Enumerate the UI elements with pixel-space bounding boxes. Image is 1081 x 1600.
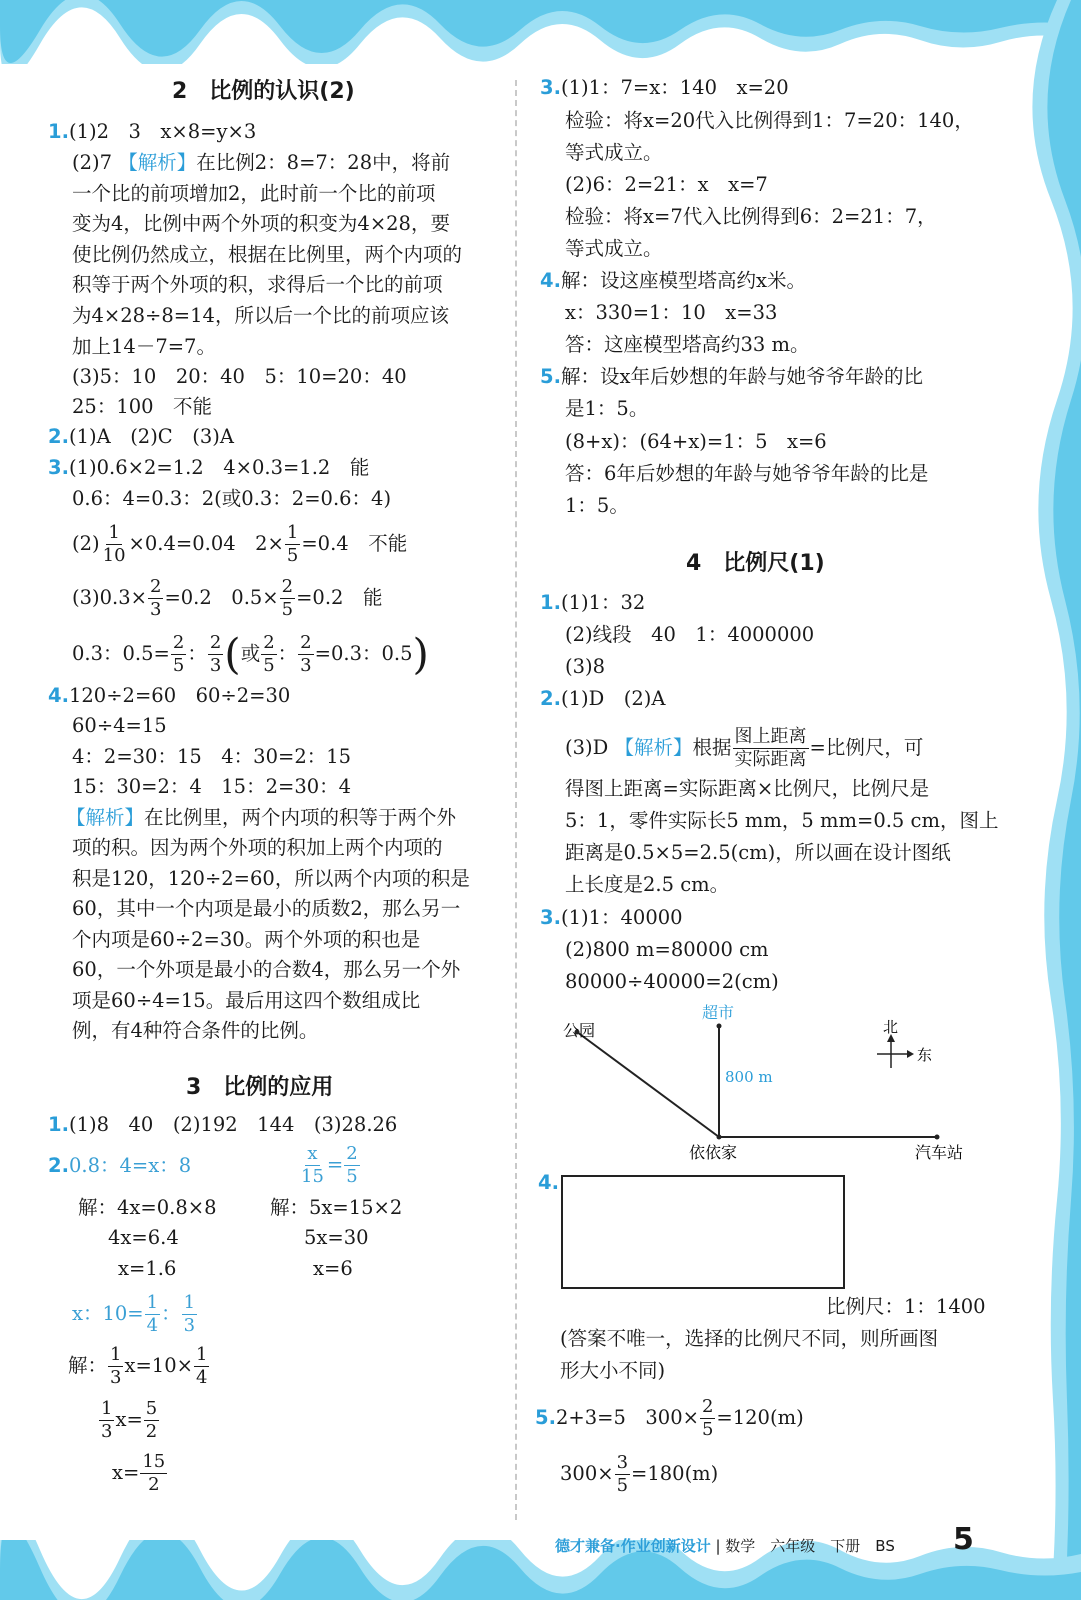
s2-q1-line-c: 一个比的前项增加2，此时前一个比的前项 — [72, 182, 436, 205]
section-3-title: 3 比例的应用 — [186, 1075, 334, 1100]
s3-q1: 1.(1)8 40 (2)192 144 (3)28.26 — [48, 1113, 398, 1136]
s4-q2-line-f: 上长度是2.5 cm。 — [565, 873, 730, 896]
s3-q5-line-c: (8+x)：(64+x)=1：5 x=6 — [565, 430, 827, 453]
s2-q3-line-b: 0.6：4=0.3：2(或0.3：2=0.6：4) — [72, 487, 392, 510]
s3-q2-solve-b2: 5x=30 — [304, 1226, 369, 1249]
s3-q2-solve-a2: 4x=6.4 — [108, 1226, 179, 1249]
park-to-home-line — [577, 1032, 719, 1137]
s4-q5-line-a: 5.2+3=5 300× $\frac{2}{5}$ =120(m) — [535, 1396, 804, 1440]
s2-q2: 2.(1)A (2)C (3)A — [48, 425, 234, 448]
s2-q4-line-k: 项是60÷4=15。最后用这四个数组成比 — [72, 989, 421, 1012]
column-divider — [515, 80, 517, 1520]
s4-q4-note-b: 形大小不同) — [560, 1359, 666, 1382]
s3-q4-line-c: 答：这座模型塔高约33 m。 — [565, 333, 810, 356]
s3-q2-eq-c: x：10= $\frac{1}{4}$ ： $\frac{1}{3}$ — [72, 1292, 196, 1336]
s2-q1-line-a: 1.(1)2 3 x×8=y×3 — [48, 120, 257, 143]
s3-q3-line-a: 3.(1)1：7=x：140 x=20 — [540, 76, 789, 99]
scale-rectangle-drawing — [561, 1175, 845, 1289]
map-label-distance: 800 m — [725, 1068, 773, 1086]
top-wave-border — [0, 0, 1081, 64]
s2-q4-line-d: 15：30=2：4 15：2=30：4 — [72, 775, 352, 798]
s4-q1-line-a: 1.(1)1：32 — [540, 591, 646, 614]
s2-q1-line-g: 为4×28÷8=14，所以后一个比的前项应该 — [72, 304, 449, 327]
map-label-east: 东 — [917, 1046, 933, 1064]
s3-q2-solve-c3: x= $\frac{15}{2}$ — [112, 1451, 166, 1495]
s3-q3-line-f: 等式成立。 — [565, 237, 663, 260]
s2-q4-line-c: 4：2=30：15 4：30=2：15 — [72, 745, 352, 768]
s3-q2-solve-c1: 解： $\frac{1}{3}$ x=10× $\frac{1}{4}$ — [68, 1344, 208, 1388]
s4-q3-line-a: 3.(1)1：40000 — [540, 906, 683, 929]
s2-q3-line-c: (2) $\frac{1}{10}$ ×0.4=0.04 2× $\frac{1}{5}$ =0.4 不能 — [72, 522, 408, 566]
s2-q1-line-d: 变为4，比例中两个外项的积变为4×28，要 — [72, 212, 450, 235]
route-map — [555, 1000, 995, 1170]
s3-q2-solve-b1: 解：5x=15×2 — [270, 1196, 403, 1219]
map-label-park: 公园 — [563, 1021, 596, 1040]
s3-q4-line-a: 4.解：设这座模型塔高约x米。 — [540, 269, 806, 292]
s3-q2-solve-c2: $\frac{1}{3}$ x= $\frac{5}{2}$ — [101, 1398, 158, 1442]
s3-q5-line-d: 答：6年后妙想的年龄与她爷爷年龄的比是 — [565, 462, 929, 485]
s4-q4-number: 4. — [538, 1171, 559, 1194]
s3-q2-eq-a: 2.0.8：4=x：8 — [48, 1154, 192, 1177]
s4-q2-line-d: 5：1，零件实际长5 mm，5 mm=0.5 cm，图上 — [565, 809, 999, 832]
s3-q2-solve-a1: 解：4x=0.8×8 — [78, 1196, 217, 1219]
s3-q5-line-a: 5.解：设x年后妙想的年龄与她爷爷年龄的比 — [540, 365, 923, 388]
s2-q1-line-f: 积等于两个外项的积，求得后一个比的前项 — [72, 273, 443, 296]
s3-q4-line-b: x：330=1：10 x=33 — [565, 301, 778, 324]
page-number: 5 — [953, 1522, 974, 1557]
map-label-home: 依依家 — [689, 1143, 738, 1162]
s3-q3-line-d: (2)6：2=21：x x=7 — [565, 173, 768, 196]
s4-q1-line-c: (3)8 — [565, 655, 606, 678]
s4-q2-line-e: 距离是0.5×5=2.5(cm)，所以画在设计图纸 — [565, 841, 951, 864]
s2-q4-line-e: 【解析】在比例里，两个内项的积等于两个外 — [66, 806, 457, 829]
s2-q4-line-h: 60，其中一个内项是最小的质数2，那么另一 — [72, 897, 461, 920]
section-4-title: 4 比例尺(1) — [686, 551, 825, 576]
section-2-title: 2 比例的认识(2) — [172, 79, 355, 104]
s4-q2-line-c: 得图上距离=实际距离×比例尺，比例尺是 — [565, 777, 930, 800]
s2-q1-line-e: 使比例仍然成立，根据在比例里，两个内项的 — [72, 243, 463, 266]
s4-q3-line-c: 80000÷40000=2(cm) — [565, 970, 779, 993]
s2-q3-line-a: 3.(1)0.6×2=1.2 4×0.3=1.2 能 — [48, 456, 370, 479]
s3-q3-line-b: 检验：将x=20代入比例得到1：7=20：140， — [565, 109, 974, 132]
s4-q4-scale: 比例尺：1：1400 — [826, 1295, 986, 1318]
s2-q4-line-b: 60÷4=15 — [72, 714, 167, 737]
s3-q2-solve-a3: x=1.6 — [118, 1257, 177, 1280]
map-label-market: 超市 — [702, 1003, 735, 1022]
right-wave-border — [1029, 0, 1081, 1600]
s2-q4-line-l: 例，有4种符合条件的比例。 — [72, 1019, 319, 1042]
s4-q2-line-b: (3)D 【解析】根据 $\frac{\text{图上距离}}{\text{实际距离}}$ =比例尺，可 — [565, 726, 924, 770]
compass-icon — [877, 1034, 914, 1068]
s2-q4-line-a: 4.120÷2=60 60÷2=30 — [48, 684, 291, 707]
s2-q1-line-i: (3)5：10 20：40 5：10=20：40 — [72, 365, 407, 388]
s4-q4-note-a: (答案不唯一，选择的比例尺不同，则所画图 — [560, 1327, 939, 1350]
s2-q4-line-j: 60，一个外项是最小的合数4，那么另一个外 — [72, 958, 461, 981]
s2-q4-line-i: 个内项是60÷2=30。两个外项的积也是 — [72, 928, 421, 951]
s3-q5-line-e: 1：5。 — [565, 494, 629, 517]
s2-q3-line-d: (3)0.3× $\frac{2}{3}$ =0.2 0.5× $\frac{2}{5}$ =0.2 能 — [72, 576, 383, 620]
s2-q4-line-f: 项的积。因为两个外项的积加上两个内项的 — [72, 836, 443, 859]
s3-q2-eq-b: $\frac{x}{15}$ = $\frac{2}{5}$ — [301, 1143, 358, 1187]
s3-q3-line-e: 检验：将x=7代入比例得到6：2=21：7， — [565, 205, 937, 228]
s2-q1-line-j: 25：100 不能 — [72, 395, 213, 418]
s4-q2-line-a: 2.(1)D (2)A — [540, 687, 666, 710]
s4-q3-line-b: (2)800 m=80000 cm — [565, 938, 769, 961]
bottom-wave-border — [0, 1540, 1081, 1600]
s3-q2-solve-b3: x=6 — [313, 1257, 353, 1280]
s2-q3-line-e: 0.3：0.5= $\frac{2}{5}$ ： $\frac{2}{3}$ (或 $\frac{2}{5}$ ： $\frac{2}{3}$ =0.3：0.5) — [72, 629, 429, 679]
page-footer: 德才兼备·作业创新设计 | 数学 六年级 下册 BS — [555, 1537, 895, 1555]
s2-q4-line-g: 积是120，120÷2=60，所以两个内项的积是 — [72, 867, 470, 890]
s3-q3-line-c: 等式成立。 — [565, 141, 663, 164]
map-label-station: 汽车站 — [915, 1143, 964, 1162]
map-label-north: 北 — [883, 1018, 899, 1036]
s4-q5-line-b: 300× $\frac{3}{5}$ =180(m) — [560, 1452, 719, 1496]
s4-q1-line-b: (2)线段 40 1：4000000 — [565, 623, 815, 646]
s3-q5-line-b: 是1：5。 — [565, 397, 649, 420]
s2-q1-line-b: (2)7 【解析】在比例2：8=7：28中，将前 — [72, 151, 451, 174]
s2-q1-line-h: 加上14－7=7。 — [72, 335, 216, 358]
